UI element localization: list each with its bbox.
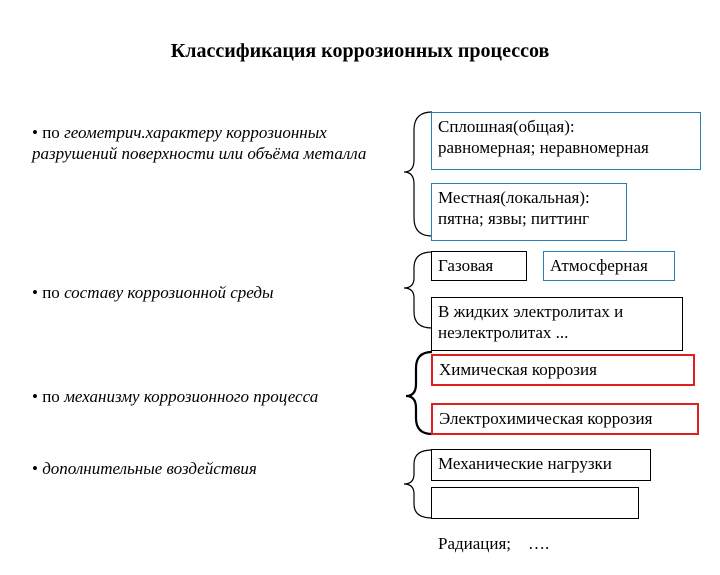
bracket-additional: [404, 450, 432, 518]
bracket-medium: [404, 252, 432, 328]
criterion-lead: по: [42, 123, 60, 142]
bracket-geometry: [404, 112, 432, 236]
bullet: •: [32, 123, 38, 142]
box-line: неэлектролитах ...: [438, 323, 569, 342]
diagram-title: Классификация коррозионных процессов: [170, 40, 550, 62]
box-liquid: [431, 297, 683, 351]
box-line: Механические нагрузки: [438, 454, 612, 473]
criterion-text: механизму коррозионного процесса: [64, 387, 319, 406]
box-atmospheric: [543, 251, 675, 281]
box-line: Местная(локальная):: [438, 188, 590, 207]
box-line: Химическая коррозия: [439, 360, 597, 379]
box-line: Газовая: [438, 256, 494, 275]
box-continuous: [431, 112, 701, 170]
criterion-text: составу коррозионной среды: [64, 283, 274, 302]
box-line: равномерная; неравномерная: [438, 138, 649, 157]
box-electrochemical: [431, 403, 699, 435]
bullet: •: [32, 283, 38, 302]
box-line: Сплошная(общая):: [438, 117, 575, 136]
box-line: пятна; язвы; питтинг: [438, 209, 590, 228]
criterion-lead: по: [42, 387, 60, 406]
criterion-lead: по: [42, 283, 60, 302]
box-line: Электрохимическая коррозия: [439, 409, 653, 428]
box-line: В жидких электролитах и: [438, 302, 624, 321]
bracket-mechanism: [406, 352, 432, 434]
criterion-text: дополнительные воздействия: [42, 459, 257, 478]
box-chemical: [431, 354, 695, 386]
bullet: •: [32, 459, 38, 478]
bullet: •: [32, 387, 38, 406]
box-mechanical: [431, 449, 651, 481]
box-radiation: [431, 487, 639, 553]
box-line: Радиация; ….: [438, 534, 550, 553]
box-line: Атмосферная: [550, 256, 648, 275]
criterion-text: геометрич.характеру коррозионных разрушений поверхности или объёма металла: [32, 123, 367, 163]
box-gas: [431, 251, 527, 281]
box-local: [431, 183, 627, 241]
